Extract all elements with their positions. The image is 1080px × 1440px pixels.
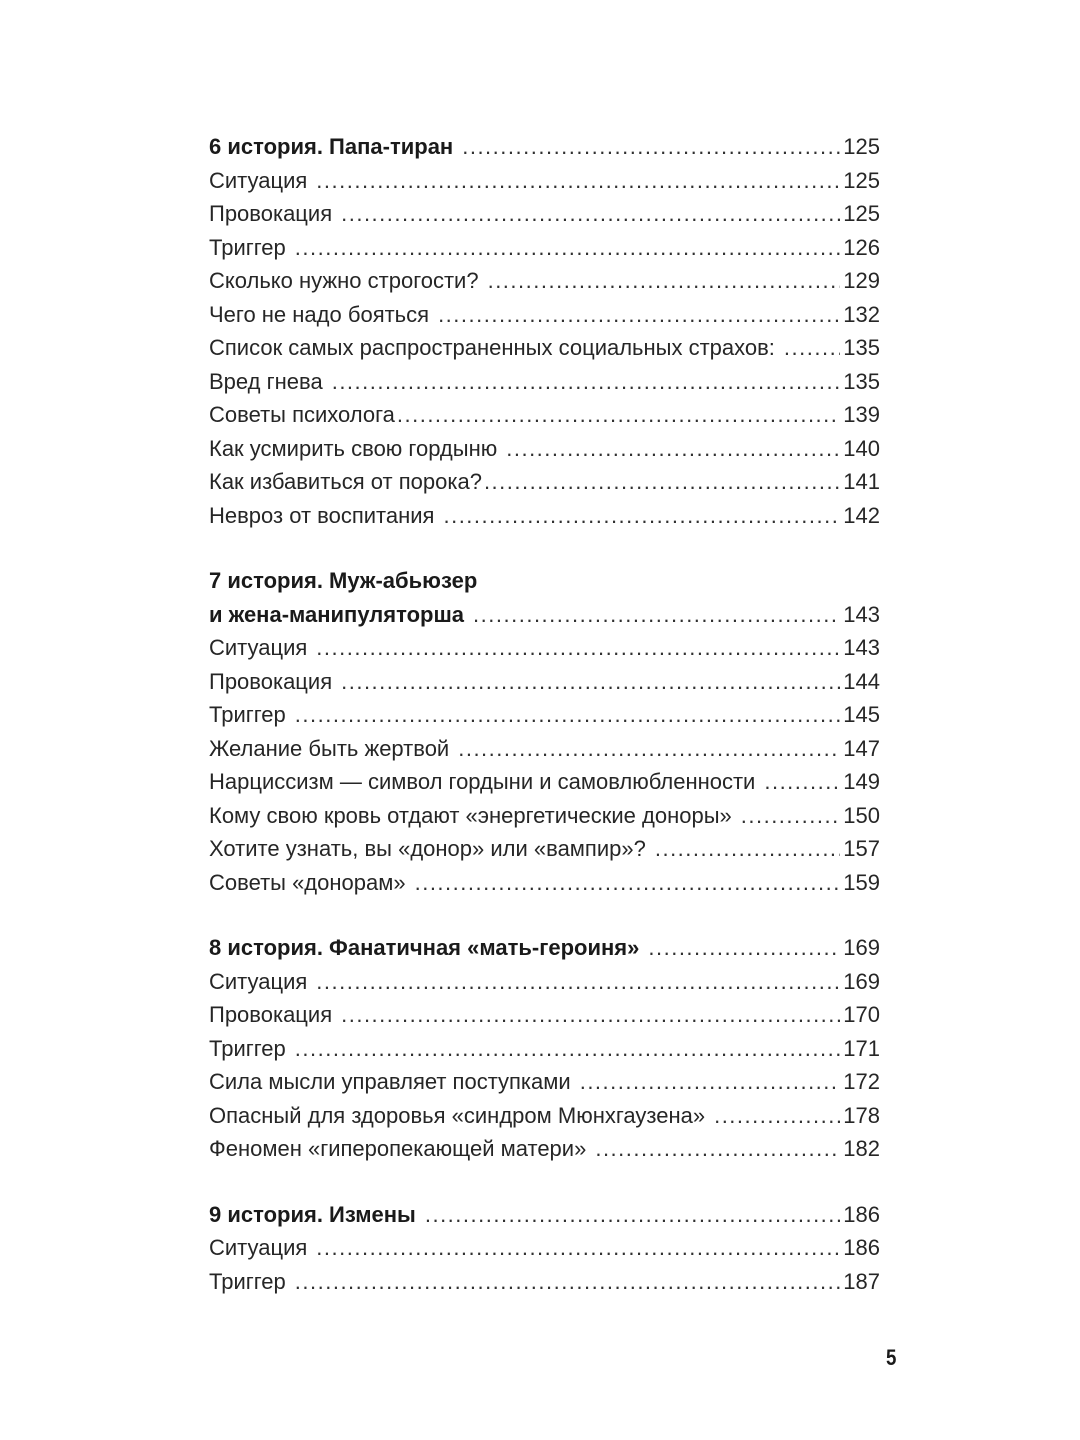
toc-entry[interactable] — [209, 799, 880, 833]
toc-entry-title: Вред гнева — [209, 368, 323, 394]
toc-entry-title: Триггер — [209, 702, 286, 727]
dot-leader — [580, 1065, 841, 1099]
toc-entry[interactable] — [209, 499, 880, 533]
toc-entry-title: Ситуация — [209, 635, 308, 660]
toc-entry-title: Провокация — [209, 201, 333, 226]
toc-entry[interactable] — [209, 665, 880, 699]
section-heading-title: и жена-манипуляторша — [209, 601, 465, 627]
toc-page-number: 187 — [843, 1268, 880, 1294]
toc-entry[interactable] — [209, 965, 880, 999]
toc-entry-title: Как усмирить свою гордыню — [209, 435, 498, 461]
toc-page-number: 132 — [843, 301, 880, 327]
section-heading[interactable] — [209, 130, 880, 164]
toc-entry-title: Как избавиться от порока? — [209, 469, 482, 494]
toc-page-number: 135 — [843, 368, 880, 394]
toc-page-number: 126 — [843, 234, 880, 260]
toc-entry-title: Нарциссизм — символ гордыни и самовлюбленности — [209, 769, 756, 794]
toc-entry-title: Феномен «гиперопекающей матери» — [209, 1136, 587, 1161]
toc-page-number: 170 — [843, 1002, 880, 1027]
section-heading-title: 6 история. Папа-тиран — [209, 134, 454, 159]
page-number: 5 — [886, 1345, 897, 1370]
toc-entry[interactable] — [209, 465, 880, 499]
toc-section — [209, 1198, 880, 1299]
toc-entry-title: Ситуация — [209, 1235, 308, 1260]
dot-leader — [443, 499, 840, 533]
dot-leader — [332, 365, 841, 399]
dot-leader — [473, 598, 840, 632]
toc-page-number: 143 — [843, 635, 880, 660]
toc-page-number: 145 — [843, 702, 880, 727]
toc-page-number: 125 — [843, 134, 880, 159]
toc-page-number: 142 — [843, 502, 880, 528]
toc-entry-title: Сколько нужно строгости? — [209, 268, 479, 293]
toc-page-number: 125 — [843, 167, 880, 193]
toc-page-number: 159 — [843, 869, 880, 895]
toc-page-number: 150 — [843, 802, 880, 828]
toc-entry[interactable] — [209, 832, 880, 866]
toc-page-number: 169 — [843, 935, 880, 960]
toc-entry[interactable] — [209, 1231, 880, 1265]
toc-page-number: 172 — [843, 1069, 880, 1094]
toc-page-number: 140 — [843, 435, 880, 461]
toc-entry-title: Сила мысли управляет поступками — [209, 1069, 571, 1094]
toc-entry[interactable] — [209, 631, 880, 665]
toc-section — [209, 931, 880, 1166]
toc-entry-title: Чего не надо бояться — [209, 301, 430, 327]
toc-page-number: 141 — [843, 469, 880, 494]
toc-entry[interactable] — [209, 1099, 880, 1133]
toc-entry-title: Хотите узнать, вы «донор» или «вампир»? — [209, 836, 646, 861]
toc-entry[interactable] — [209, 264, 880, 298]
toc-entry[interactable] — [209, 1265, 880, 1299]
dot-leader — [415, 866, 841, 900]
dot-leader — [595, 1132, 840, 1166]
dot-leader — [316, 1231, 840, 1265]
dot-leader — [316, 631, 840, 665]
section-heading-line: 7 история. Муж-абьюзер — [209, 568, 478, 593]
dot-leader — [295, 1265, 841, 1299]
dot-leader — [648, 931, 840, 965]
toc-entry-title: Кому свою кровь отдают «энергетические доноры» — [209, 802, 732, 828]
toc-entry-title: Триггер — [209, 1268, 286, 1294]
toc-entry-title: Триггер — [209, 1035, 286, 1061]
dot-leader — [438, 298, 840, 332]
toc-entry[interactable] — [209, 298, 880, 332]
dot-leader — [506, 432, 840, 466]
toc-entry[interactable] — [209, 765, 880, 799]
section-heading-title: 9 история. Измены — [209, 1201, 416, 1227]
toc-entry[interactable] — [209, 998, 880, 1032]
dot-leader — [764, 765, 840, 799]
toc-entry-title: Провокация — [209, 668, 333, 694]
dot-leader — [425, 1198, 840, 1232]
dot-leader — [784, 331, 840, 365]
toc-entry[interactable] — [209, 1065, 880, 1099]
toc-page-number: 169 — [843, 968, 880, 994]
section-heading[interactable] — [209, 931, 880, 965]
toc-page-number: 139 — [843, 402, 880, 427]
toc-entry[interactable] — [209, 698, 880, 732]
dot-leader — [484, 465, 840, 499]
dot-leader — [462, 130, 840, 164]
toc-entry-title: Провокация — [209, 1002, 333, 1027]
toc-page-number: 178 — [843, 1102, 880, 1128]
toc-page-number: 149 — [843, 769, 880, 794]
section-heading[interactable] — [209, 598, 880, 632]
toc-entry[interactable] — [209, 365, 880, 399]
toc-entry[interactable] — [209, 331, 880, 365]
toc-entry[interactable] — [209, 732, 880, 766]
dot-leader — [741, 799, 841, 833]
dot-leader — [341, 665, 840, 699]
dot-leader — [341, 998, 840, 1032]
toc-page-number: 125 — [843, 201, 880, 226]
toc-entry-title: Триггер — [209, 234, 286, 260]
dot-leader — [295, 231, 841, 265]
toc-page-number: 157 — [843, 836, 880, 861]
toc-entry[interactable] — [209, 1032, 880, 1066]
dot-leader — [316, 965, 840, 999]
toc-entry[interactable] — [209, 866, 880, 900]
toc-page-number: 144 — [843, 668, 880, 694]
section-heading[interactable] — [209, 1198, 880, 1232]
dot-leader — [341, 197, 840, 231]
dot-leader — [295, 1032, 841, 1066]
toc-entry-title: Советы психолога — [209, 402, 395, 427]
toc-page-number: 143 — [843, 601, 880, 627]
dot-leader — [397, 398, 840, 432]
dot-leader — [316, 164, 840, 198]
toc-entry-title: Список самых распространенных социальных страхов: — [209, 335, 775, 360]
toc-entry[interactable] — [209, 164, 880, 198]
toc-section — [209, 564, 880, 899]
dot-leader — [295, 698, 841, 732]
toc-entry[interactable] — [209, 398, 880, 432]
dot-leader — [488, 264, 841, 298]
toc-entry[interactable] — [209, 197, 880, 231]
toc-entry-title: Невроз от воспитания — [209, 502, 435, 528]
dot-leader — [458, 732, 840, 766]
toc-entry-title: Желание быть жертвой — [209, 735, 450, 761]
toc-page-number: 186 — [843, 1235, 880, 1260]
toc-entry-title: Ситуация — [209, 968, 308, 994]
toc-section — [209, 130, 880, 532]
toc-page-number: 129 — [843, 268, 880, 293]
toc-entry[interactable] — [209, 1132, 880, 1166]
toc-entry-title: Советы «донорам» — [209, 869, 406, 895]
toc-page-number: 135 — [843, 335, 880, 360]
dot-leader — [714, 1099, 840, 1133]
toc-page-number: 182 — [843, 1136, 880, 1161]
toc-entry[interactable] — [209, 231, 880, 265]
toc-entry-title: Ситуация — [209, 167, 308, 193]
toc-page-number: 147 — [843, 735, 880, 761]
toc-page-number: 186 — [843, 1201, 880, 1227]
toc-entry-title: Опасный для здоровья «синдром Мюнхгаузена» — [209, 1102, 706, 1128]
toc-page-number: 171 — [843, 1035, 880, 1061]
table-of-contents — [209, 130, 880, 1298]
toc-entry[interactable] — [209, 432, 880, 466]
section-heading-title: 8 история. Фанатичная «мать-героиня» — [209, 935, 640, 960]
dot-leader — [655, 832, 840, 866]
